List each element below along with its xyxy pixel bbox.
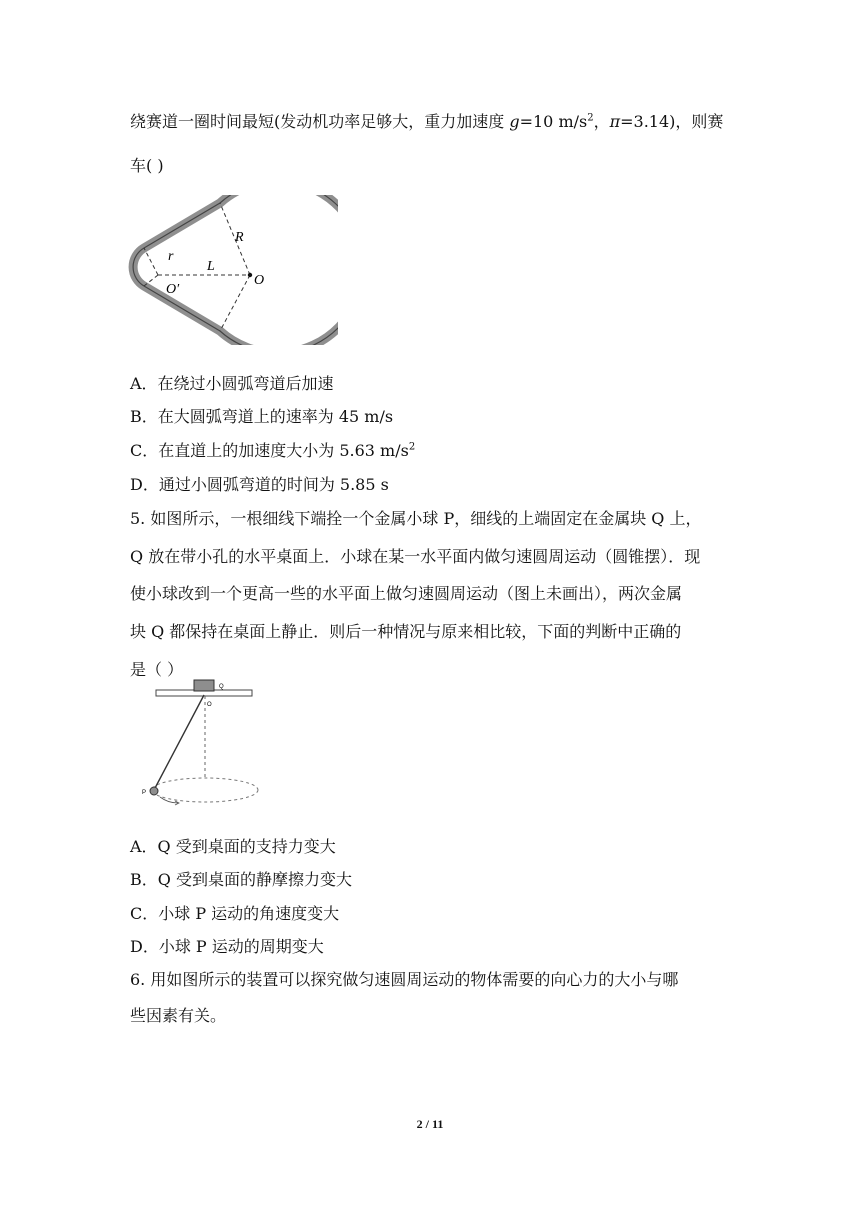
q4-stem-line-1 [130, 109, 723, 132]
label-r: r [168, 249, 174, 264]
q5-stem-line-5: 是（ ） [130, 660, 184, 679]
q5-option-a: A．Q 受到桌面的支持力变大 [130, 837, 336, 856]
race-track-figure [128, 195, 338, 345]
q4-option-c-text: C．在直道上的加速度大小为 5.63 m/s [130, 441, 409, 460]
q4-option-c [130, 438, 415, 461]
radius-r-upper [144, 248, 158, 275]
q4-option-b-text: B．在大圆弧弯道上的速率为 45 m/s [130, 407, 394, 426]
ball-P [150, 787, 158, 795]
label-O: O [254, 273, 265, 288]
q4-option-d [130, 472, 389, 495]
q5-stem-line-4: 块 Q 都保持在桌面上静止．则后一种情况与原来相比较，下面的判断中正确的 [130, 622, 682, 641]
radius-r-lower [144, 275, 158, 286]
q4-g-symbol: g [509, 112, 520, 131]
radius-R-lower [220, 275, 250, 331]
page-number: 2 / 11 [416, 1117, 444, 1131]
q5-option-c: C．小球 P 运动的角速度变大 [130, 904, 340, 923]
label-P: P [142, 790, 147, 796]
label-L: L [207, 259, 215, 274]
q4-pi-value: =3.14)，则赛 [620, 112, 724, 131]
q4-option-a [130, 371, 334, 394]
block-Q [194, 680, 214, 691]
q5-stem-line-3: 使小球改到一个更高一些的水平面上做匀速圆周运动（图上未画出），两次金属 [130, 584, 683, 603]
circular-path [152, 778, 258, 802]
q4-stem-line-2: 车( ) [130, 156, 164, 175]
conical-pendulum-figure [140, 673, 265, 813]
q6-stem-line-2: 些因素有关。 [130, 1006, 227, 1025]
q4-sup: 2 [587, 112, 594, 124]
string [154, 695, 204, 790]
q4-option-b [130, 404, 393, 427]
q5-option-b: B．Q 受到桌面的静摩擦力变大 [130, 870, 352, 889]
q4-option-d-text: D．通过小圆弧弯道的时间为 5.85 s [130, 475, 389, 494]
label-O-prime: O′ [166, 282, 180, 297]
race-track [133, 195, 338, 345]
q4-stem-text: 绕赛道一圈时间最短(发动机功率足够大，重力加速度 [130, 112, 510, 131]
q5-stem-line-1: 5. 如图所示，一根细线下端拴一个金属小球 P，细线的上端固定在金属块 Q 上， [130, 509, 702, 528]
q4-pi-symbol: π [609, 112, 621, 131]
center-O-dot [248, 273, 252, 277]
q4-option-c-sup: 2 [408, 441, 416, 453]
label-R: R [235, 230, 244, 245]
q4-option-a-text: A．在绕过小圆弧弯道后加速 [130, 374, 334, 393]
label-O-pivot: O [207, 702, 212, 708]
q4-comma: ， [593, 112, 610, 131]
label-Q: Q [219, 684, 224, 690]
q5-stem-line-2: Q 放在带小孔的水平桌面上．小球在某一水平面内做匀速圆周运动（圆锥摆）．现 [130, 547, 701, 566]
q6-stem-line-1: 6. 用如图所示的装置可以探究做匀速圆周运动的物体需要的向心力的大小与哪 [130, 970, 679, 989]
q4-g-value: =10 m/s [519, 112, 588, 131]
q5-option-d: D．小球 P 运动的周期变大 [130, 937, 324, 956]
